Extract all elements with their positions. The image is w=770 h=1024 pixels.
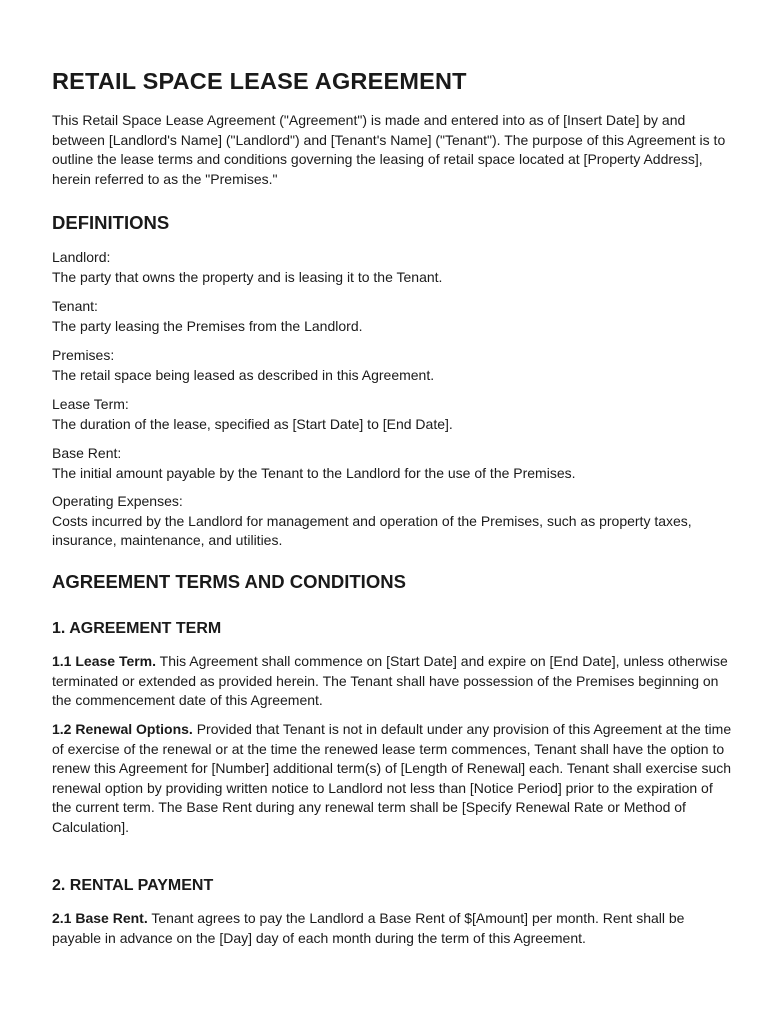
section-2-heading: 2. RENTAL PAYMENT	[52, 877, 214, 894]
clause-text: This Agreement shall commence on [Start Date] and expire on [End Date], unless otherwise terminated or extended as provided herein. The Tenant shall have possession of the Premises beginning on the commencement date of this Agreement.	[52, 653, 728, 708]
definition-operating-expenses	[52, 492, 732, 551]
definition-term: Premises:	[52, 347, 115, 363]
clause-text: Tenant agrees to pay the Landlord a Base Rent of $[Amount] per month. Rent shall be payable in advance on the [Day] day of each month during the term of this Agreement.	[52, 910, 685, 946]
clause-2-1	[52, 909, 732, 948]
definition-lease-term	[52, 395, 732, 434]
definition-premises	[52, 346, 732, 385]
definition-base-rent	[52, 444, 732, 483]
section-1-heading: 1. AGREEMENT TERM	[52, 620, 222, 637]
clause-1-1	[52, 652, 732, 711]
definition-landlord	[52, 248, 732, 287]
definition-term: Operating Expenses:	[52, 493, 183, 509]
clause-1-2	[52, 720, 732, 837]
definition-term: Tenant:	[52, 298, 98, 314]
clause-text: Provided that Tenant is not in default under any provision of this Agreement at the time of exercise of the renewal or at the time the renewed lease term commences, Tenant shall have the option to renew this Agreement for [Number] additional term(s) of [Length of Renewal] each. Tenant shall exercise such renewal option by providing written notice to Landlord not less than [Notice Period] prior to the expiration of the current term. The Base Rent during any renewal term shall be [Specify Renewal Rate or Method of Calculation].	[52, 721, 732, 835]
definition-text: The duration of the lease, specified as [Start Date] to [End Date].	[52, 415, 453, 432]
definition-tenant	[52, 297, 732, 336]
definition-text: The party leasing the Premises from the Landlord.	[52, 317, 363, 334]
document-title: RETAIL SPACE LEASE AGREEMENT	[52, 68, 467, 94]
definition-text: The retail space being leased as described in this Agreement.	[52, 366, 435, 383]
definitions-heading: DEFINITIONS	[52, 212, 170, 233]
definition-text: The initial amount payable by the Tenant to the Landlord for the use of the Premises.	[52, 464, 576, 481]
terms-heading: AGREEMENT TERMS AND CONDITIONS	[52, 571, 406, 592]
definition-text: The party that owns the property and is leasing it to the Tenant.	[52, 268, 443, 285]
definition-term: Landlord:	[52, 249, 111, 265]
definition-term: Base Rent:	[52, 445, 122, 461]
definition-term: Lease Term:	[52, 396, 129, 412]
definition-text: Costs incurred by the Landlord for management and operation of the Premises, such as property taxes, insurance, maintenance, and utilities.	[52, 512, 692, 548]
clause-label: 2.1 Base Rent.	[52, 910, 148, 926]
clause-label: 1.2 Renewal Options.	[52, 721, 193, 737]
clause-label: 1.1 Lease Term.	[52, 653, 157, 669]
intro-paragraph: This Retail Space Lease Agreement ("Agreement") is made and entered into as of [Insert Date] by and between [Landlord's Name] ("Landlord") and [Tenant's Name] ("Tenant"). The purpose of this Agreement is to outline the lease terms and conditions governing the leasing of retail space located at [Property Address], herein referred to as the "Premises."	[52, 112, 726, 187]
